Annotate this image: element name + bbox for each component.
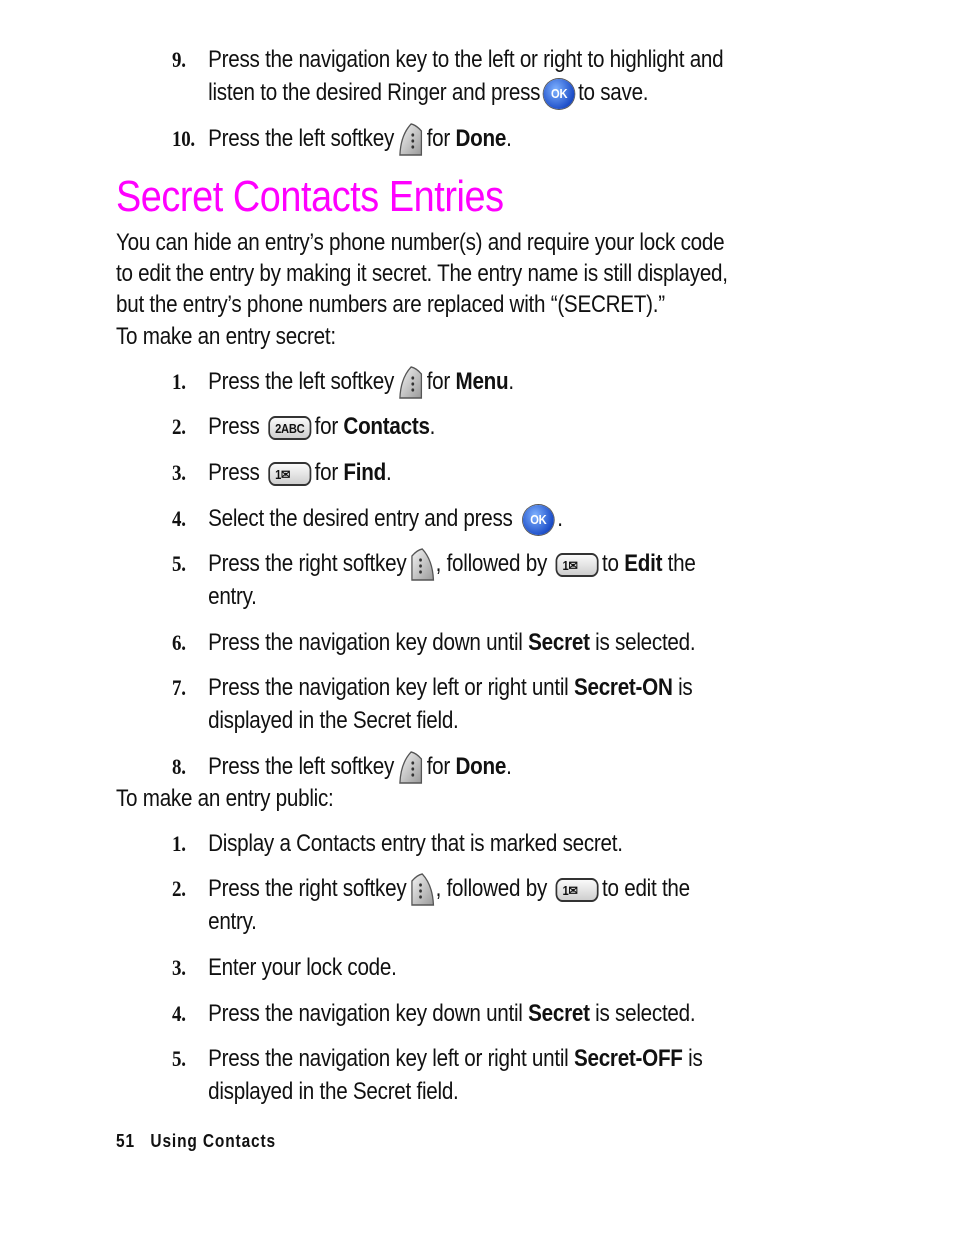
left-softkey-icon [397, 123, 423, 157]
step-text: for [314, 413, 338, 440]
step-keyword: Secret [528, 1000, 590, 1027]
step-text: , followed by [435, 550, 548, 577]
step-text: Press the left softkey [208, 125, 395, 152]
left-softkey-icon [397, 751, 423, 785]
step-text: entry. [208, 908, 257, 935]
step-punct: . [506, 125, 512, 152]
step-number: 9. [172, 47, 186, 72]
step-text: displayed in the Secret field. [208, 1078, 459, 1105]
step-number: 1. [172, 831, 186, 856]
ok-button-icon: OK [523, 505, 554, 535]
step-text: is selected. [595, 629, 696, 656]
step-number: 7. [172, 675, 186, 700]
intro-line: to edit the entry by making it secret. The entry name is still displayed, [116, 260, 728, 287]
step-number: 2. [172, 414, 186, 439]
step-punct: . [429, 413, 436, 440]
step-text: Press the left softkey [208, 753, 395, 780]
ok-button-icon: OK [544, 79, 575, 109]
public-intro: To make an entry public: [116, 785, 334, 812]
step-punct: . [557, 505, 563, 532]
step-text: entry. [208, 583, 257, 610]
step-text: is [678, 674, 693, 701]
step-punct: . [385, 459, 392, 486]
step-text: Press the navigation key left or right until [208, 674, 569, 701]
step-keyword: Edit [624, 550, 663, 577]
section-heading: Secret Contacts Entries [116, 172, 504, 221]
step-text: the [667, 550, 696, 577]
step-text: for [426, 125, 451, 152]
step-keyword: Secret-ON [573, 674, 673, 701]
step-keyword: Done [455, 125, 507, 152]
step-text: Press the navigation key left or right until [208, 1045, 569, 1072]
step-text: Press [208, 413, 260, 440]
intro-line: but the entry’s phone numbers are replaced with “(SECRET).” [116, 291, 665, 318]
step-keyword: Find [343, 459, 386, 486]
step-text: , followed by [435, 875, 548, 902]
step-punct: . [506, 753, 512, 780]
step-punct: . [508, 368, 514, 395]
left-softkey-icon [397, 366, 423, 400]
step-text: Press the navigation key down until [208, 629, 523, 656]
page-footer [116, 1131, 291, 1152]
step-text: Press the left softkey [208, 368, 395, 395]
right-softkey-icon [410, 873, 436, 907]
step-text: Press the right softkey [208, 550, 407, 577]
step-text: Press the navigation key down until [208, 1000, 523, 1027]
step-number: 4. [172, 506, 186, 531]
step-number: 8. [172, 754, 186, 779]
step-number: 10. [172, 126, 195, 151]
step-text: to save. [578, 79, 649, 106]
step-text: displayed in the Secret field. [208, 707, 459, 734]
step-text: is [688, 1045, 703, 1072]
step-number: 1. [172, 369, 186, 394]
step-text: Press [208, 459, 260, 486]
step-text: Display a Contacts entry that is marked secret. [208, 830, 623, 857]
step-text: listen to the desired Ringer and press [208, 79, 541, 106]
step-number: 6. [172, 630, 186, 655]
step-keyword: Contacts [343, 413, 430, 440]
section-name: Using Contacts [150, 1131, 277, 1151]
step-keyword: Secret [528, 629, 590, 656]
key-1-icon: 1✉ [556, 878, 599, 902]
step-text: for [314, 459, 338, 486]
step-text: is selected. [595, 1000, 696, 1027]
key-1-icon: 1✉ [268, 462, 311, 486]
key-2-icon: 2ABC [268, 416, 311, 440]
step-keyword: Menu [455, 368, 509, 395]
step-text: Enter your lock code. [208, 954, 397, 981]
page-number: 51 [116, 1131, 135, 1151]
step-keyword: Done [455, 753, 507, 780]
step-text: Press the right softkey [208, 875, 407, 902]
step-number: 5. [172, 1046, 186, 1071]
step-number: 4. [172, 1001, 186, 1026]
step-text: Press the navigation key to the left or right to highlight and [208, 46, 724, 73]
step-text: to edit the [602, 875, 690, 902]
step-text: for [426, 368, 451, 395]
step-text: to [602, 550, 619, 577]
key-1-icon: 1✉ [556, 553, 599, 577]
step-keyword: Secret-OFF [573, 1045, 683, 1072]
intro-line: You can hide an entry’s phone number(s) and require your lock code [116, 229, 725, 256]
step-number: 5. [172, 551, 186, 576]
intro-line: To make an entry secret: [116, 323, 336, 350]
step-text: for [426, 753, 451, 780]
step-number: 3. [172, 460, 186, 485]
step-text: Select the desired entry and press [208, 505, 513, 532]
right-softkey-icon [410, 548, 436, 582]
step-number: 3. [172, 955, 186, 980]
step-number: 2. [172, 876, 186, 901]
